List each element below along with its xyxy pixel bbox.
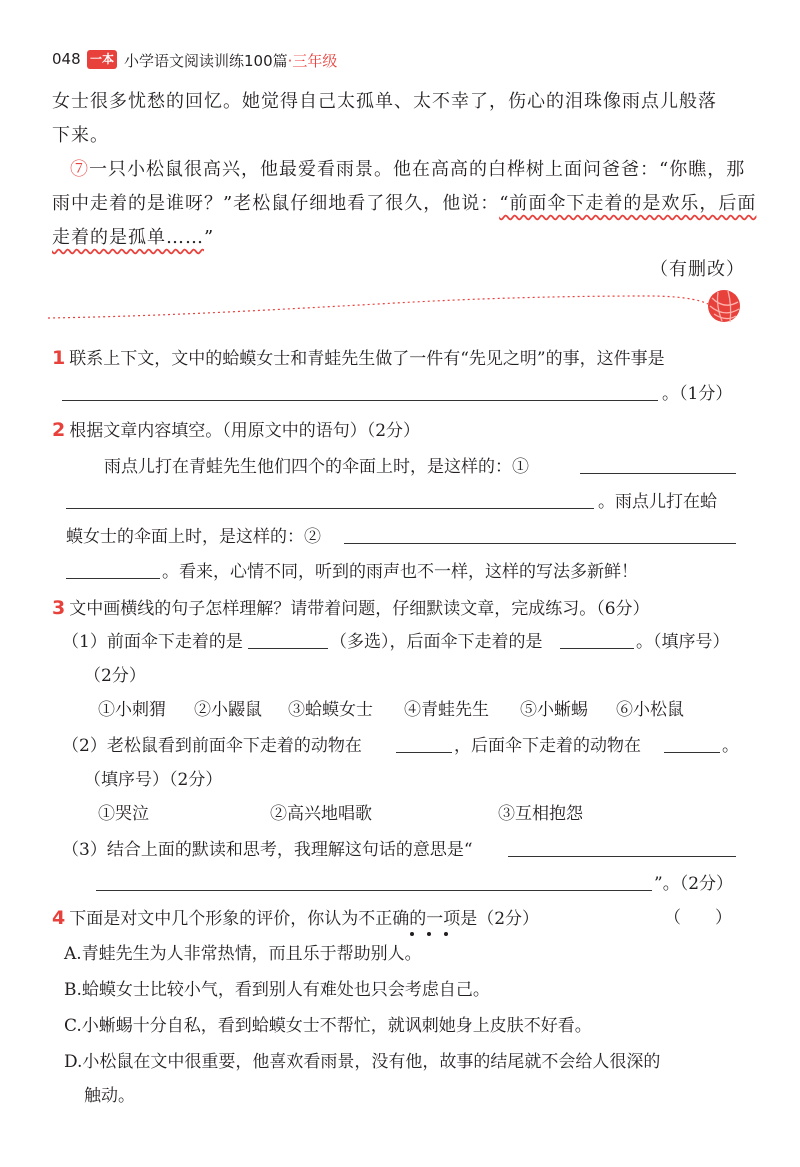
question-1 xyxy=(52,346,665,371)
option-1: ①小刺猬 xyxy=(98,700,166,720)
answer-parentheses[interactable]: （ ） xyxy=(664,908,732,928)
question-1-number: 1 xyxy=(52,347,66,369)
question-4-emphasis: 不正确 xyxy=(358,909,410,929)
q2-blank-1b[interactable] xyxy=(66,508,594,509)
q3-sub1-c: 。（填序号） xyxy=(636,632,730,652)
emphasis-dot xyxy=(444,932,448,936)
mood-option-3: ③互相抱怨 xyxy=(498,804,583,824)
page-number: 048 xyxy=(52,50,81,68)
question-3-number: 3 xyxy=(52,597,66,619)
q2-line-4-tail: 。看来，心情不同，听到的雨声也不一样，这样的写法多新鲜！ xyxy=(162,562,638,582)
passage-line-3 xyxy=(70,158,745,182)
emphasis-dot xyxy=(427,932,431,936)
question-4-text-b: 的一项是（2分） xyxy=(409,909,540,929)
q3-sub1-score: （2分） xyxy=(84,666,146,686)
question-4 xyxy=(52,906,539,931)
mood-option-1: ①哭泣 xyxy=(98,804,149,824)
question-4-text-a: 下面是对文中几个形象的评价，你认为 xyxy=(69,909,359,929)
q2-blank-2a[interactable] xyxy=(344,543,736,544)
q2-line-3: 蟆女士的伞面上时，是这样的：② xyxy=(66,527,321,547)
passage-line-4-text: 雨中走着的是谁呀？”老松鼠仔细地看了很久，他说： xyxy=(52,193,500,214)
q3-options-1 xyxy=(98,698,684,722)
q3-sub2-b: ，后面伞下走着的动物在 xyxy=(454,736,641,756)
question-3-text: 文中画横线的句子怎样理解？请带着问题，仔细默读文章，完成练习。（6分） xyxy=(69,599,650,619)
option-3: ③蛤蟆女士 xyxy=(288,700,373,720)
passage-line-4 xyxy=(52,192,756,216)
q4-option-b: B.蛤蟆女士比较小气，看到别人有难处也只会考虑自己。 xyxy=(64,980,490,1000)
q3-sub2-a: （2）老松鼠看到前面伞下走着的动物在 xyxy=(62,736,362,756)
book-title-text: 小学语文阅读训练100篇 xyxy=(124,52,288,70)
yarn-ball-icon xyxy=(708,290,740,322)
q3-options-2 xyxy=(98,802,583,826)
question-2-text: 根据文章内容填空。（用原文中的语句）（2分） xyxy=(69,421,421,441)
q3-sub1-blank-front[interactable] xyxy=(248,648,328,649)
source-note: （有删改） xyxy=(650,259,745,280)
brand-logo: 一本 xyxy=(87,50,117,69)
passage-line-5 xyxy=(52,226,214,250)
underlined-sentence-part-1: “前面伞下走着的是欢乐，后面 xyxy=(499,193,757,214)
q2-blank-2b[interactable] xyxy=(66,578,160,579)
title-separator: · xyxy=(287,52,293,70)
q3-sub2-blank-back[interactable] xyxy=(664,752,720,753)
q1-answer-blank[interactable] xyxy=(62,400,658,401)
q2-line-1: 雨点儿打在青蛙先生他们四个的伞面上时，是这样的：① xyxy=(104,457,529,477)
question-1-text: 联系上下文，文中的蛤蟆女士和青蛙先生做了一件有“先见之明”的事，这件事是 xyxy=(69,349,665,369)
q3-sub3-a: （3）结合上面的默读和思考，我理解这句话的意思是“ xyxy=(62,840,473,860)
q2-blank-1a[interactable] xyxy=(580,473,736,474)
q4-option-d-cont: 触动。 xyxy=(84,1086,135,1106)
mood-option-2: ②高兴地唱歌 xyxy=(270,804,372,824)
section-divider xyxy=(48,282,748,327)
q3-sub2-blank-front[interactable] xyxy=(396,752,452,753)
question-2 xyxy=(52,418,420,443)
option-6: ⑥小松鼠 xyxy=(616,700,684,720)
q3-sub3-blank-a[interactable] xyxy=(508,856,736,857)
paragraph-number: ⑦ xyxy=(70,159,89,180)
q3-sub2-c: 。 xyxy=(722,736,739,756)
question-3 xyxy=(52,596,650,621)
option-2: ②小鼹鼠 xyxy=(194,700,262,720)
book-title xyxy=(124,50,337,71)
q3-sub3-tail: ”。（2分） xyxy=(654,874,734,894)
q3-sub1-b: （多选），后面伞下走着的是 xyxy=(330,632,543,652)
q3-sub1-blank-back[interactable] xyxy=(560,648,634,649)
q4-option-c: C.小蜥蜴十分自私，看到蛤蟆女士不帮忙，就讽刺她身上皮肤不好看。 xyxy=(64,1016,592,1036)
passage-line-1: 女士很多忧愁的回忆。她觉得自己太孤单、太不幸了，伤心的泪珠像雨点儿般落 xyxy=(52,91,717,112)
q3-sub2-score: （填序号）（2分） xyxy=(84,770,223,790)
q2-line-2-tail: 。雨点儿打在蛤 xyxy=(598,492,717,512)
passage-line-2: 下来。 xyxy=(52,125,109,146)
passage-line-5-end: ” xyxy=(204,227,215,248)
q1-tail: 。（1分） xyxy=(662,384,733,404)
q3-sub1-a: （1）前面伞下走着的是 xyxy=(62,632,243,652)
underlined-sentence-part-2: 走着的是孤单…… xyxy=(52,227,204,248)
q4-option-d: D.小松鼠在文中很重要，他喜欢看雨景，没有他，故事的结尾就不会给人很深的 xyxy=(64,1052,661,1072)
grade-label: 三年级 xyxy=(292,52,338,70)
emphasis-dot xyxy=(410,932,414,936)
question-4-number: 4 xyxy=(52,907,66,929)
passage-line-3-text: 一只小松鼠很高兴，他最爱看雨景。他在高高的白桦树上面问爸爸：“你瞧，那 xyxy=(89,159,746,180)
option-4: ④青蛙先生 xyxy=(404,700,489,720)
question-2-number: 2 xyxy=(52,419,66,441)
option-5: ⑤小蜥蜴 xyxy=(520,700,588,720)
q3-sub3-blank-b[interactable] xyxy=(96,890,652,891)
q4-option-a: A.青蛙先生为人非常热情，而且乐于帮助别人。 xyxy=(64,944,422,964)
